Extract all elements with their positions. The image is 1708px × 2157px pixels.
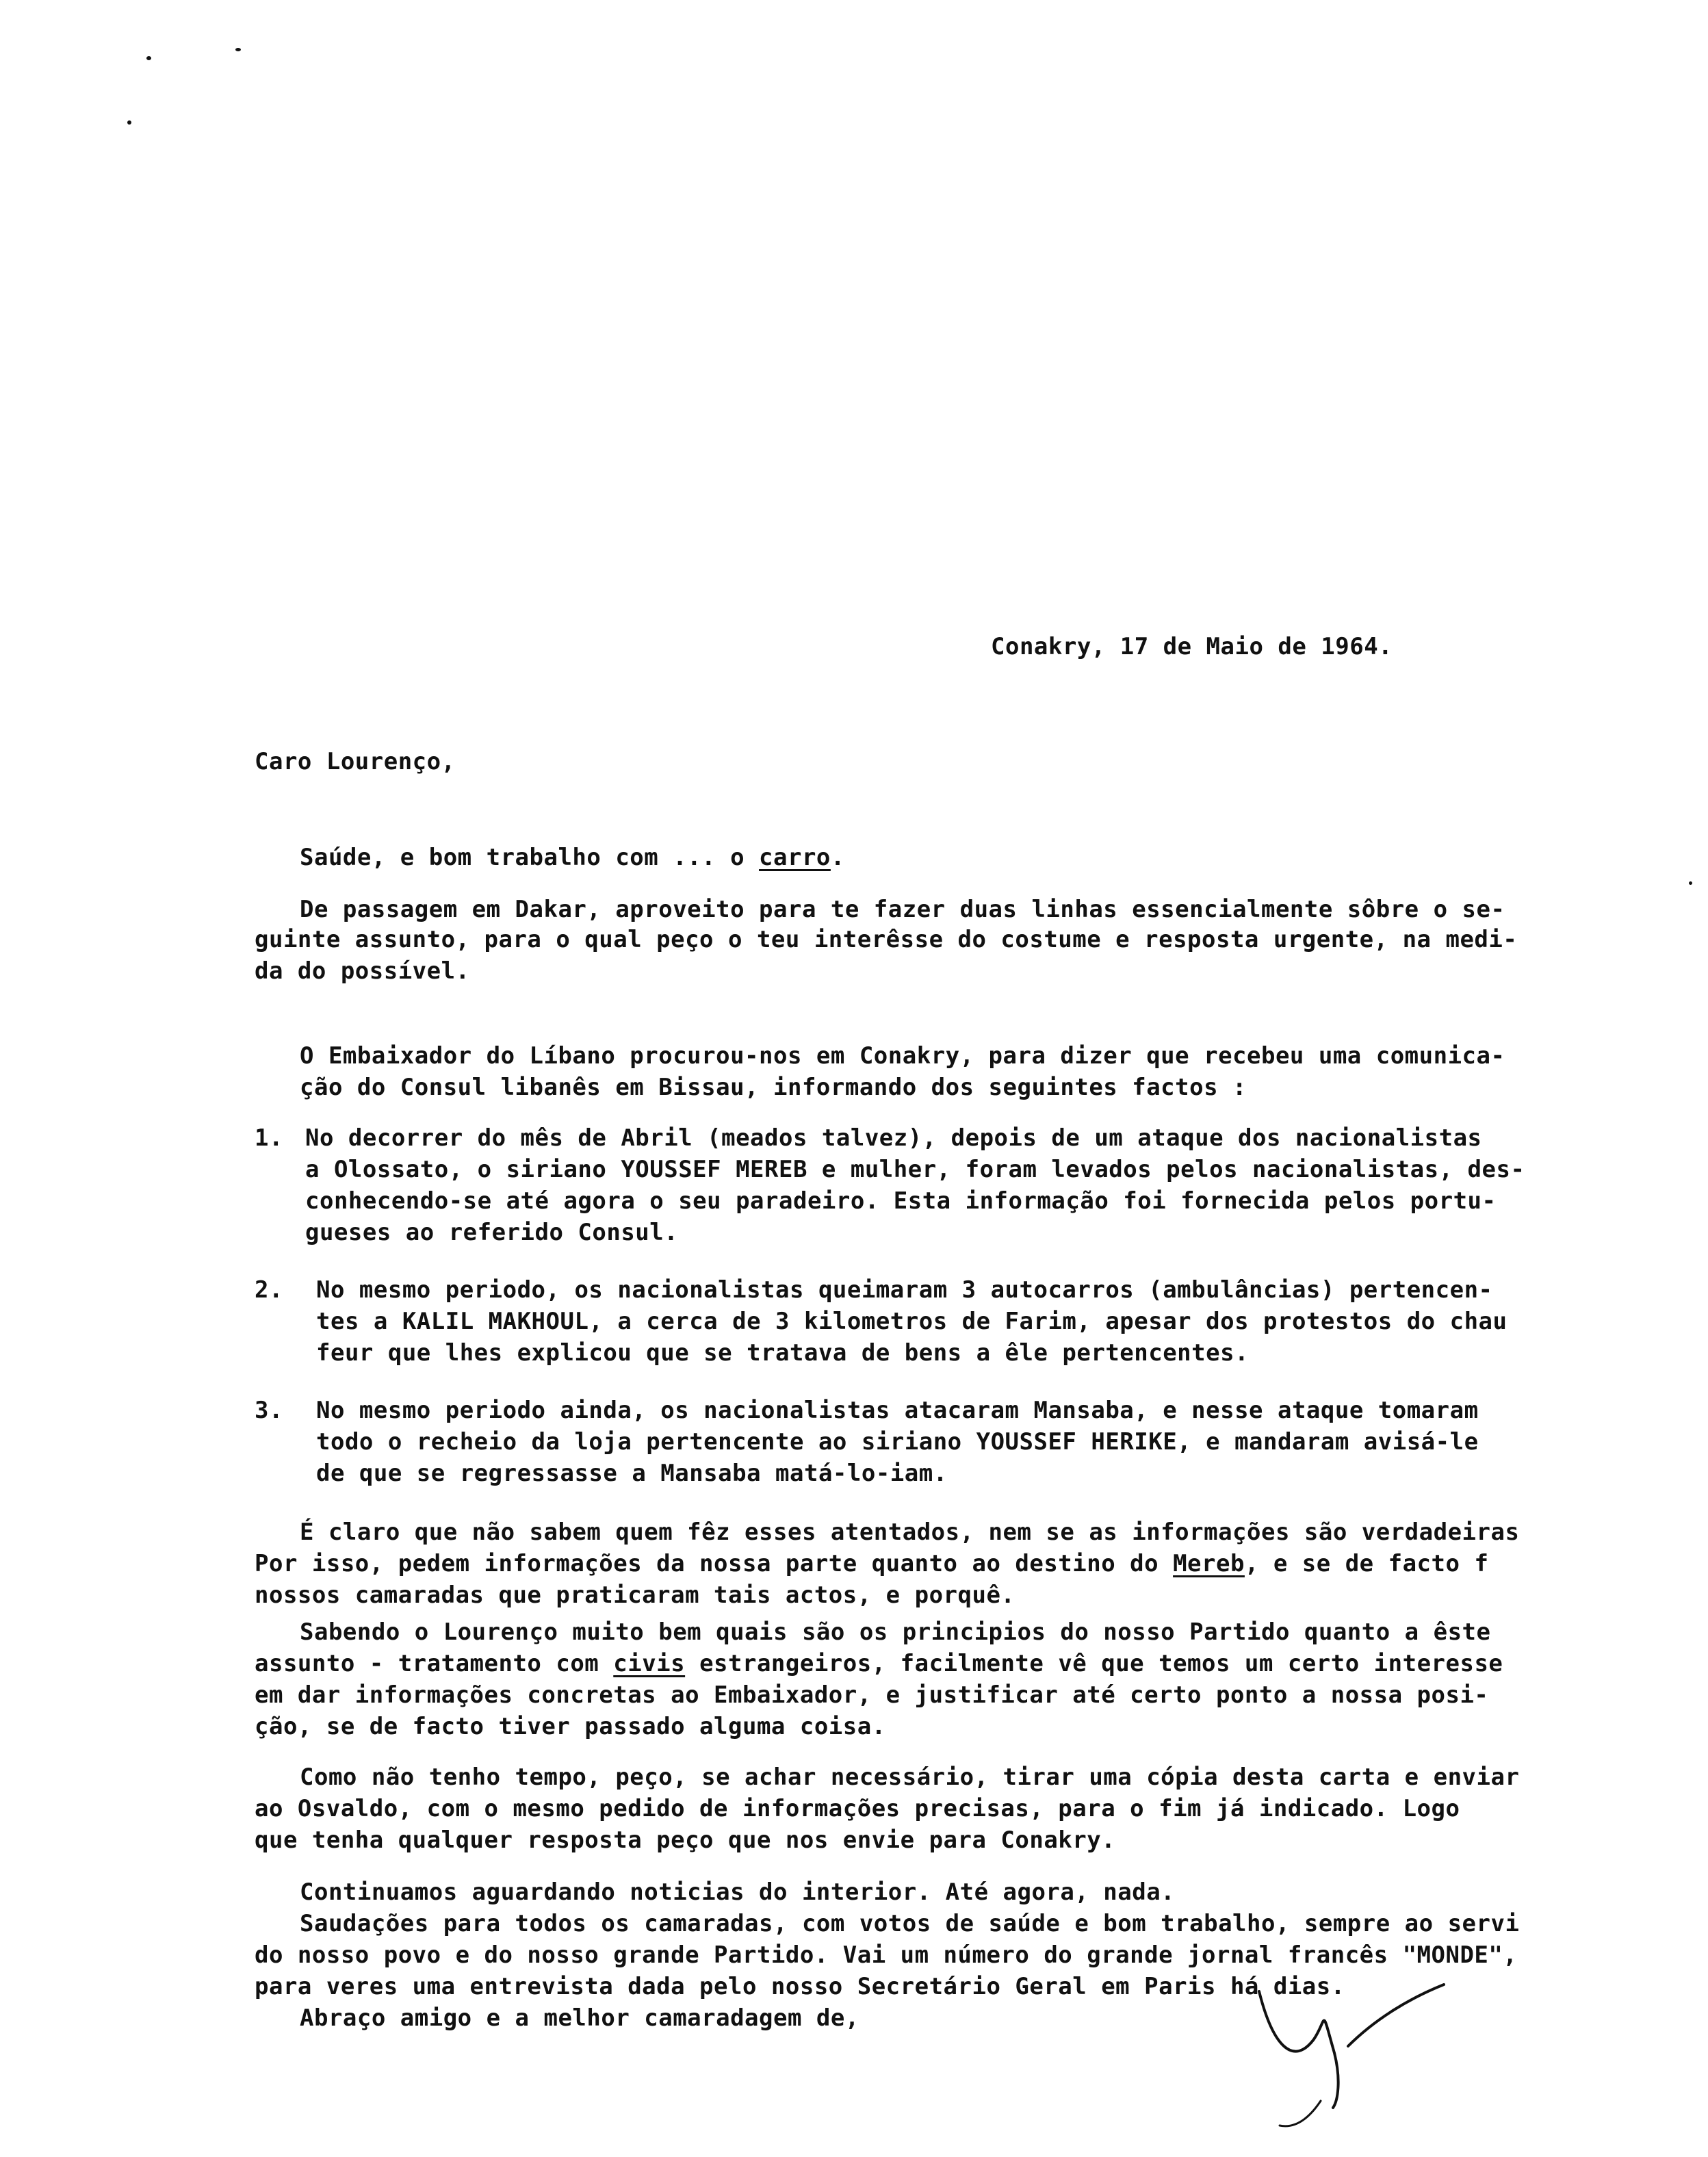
paragraph-7-line: do nosso povo e do nosso grande Partido. Vai um número do grande jornal francês "MONDE", xyxy=(255,1941,1518,1969)
greeting-text: Saúde, e bom trabalho com ... o xyxy=(300,844,760,871)
paragraph-5-line: ao Osvaldo, com o mesmo pedido de informações precisas, para o fim já indicado. Logo xyxy=(255,1795,1460,1822)
list-item-line: de que se regressasse a Mansaba matá-lo-iam. xyxy=(316,1460,948,1487)
list-item-number: 1. xyxy=(255,1124,283,1152)
underlined-word: civis xyxy=(613,1650,686,1677)
paragraph-3-line: É claro que não sabem quem fêz esses atentados, nem se as informações são verdadeiras xyxy=(300,1519,1520,1546)
list-item-line: No decorrer do mês de Abril (meados talvez), depois de um ataque dos nacionalistas xyxy=(305,1124,1482,1152)
paragraph-4-line: em dar informações concretas ao Embaixador, e justificar até certo ponto a nossa posi- xyxy=(255,1681,1489,1709)
greeting-end: . xyxy=(830,844,845,871)
paragraph-4-text: estrangeiros, facilmente vê que temos um certo interesse xyxy=(685,1650,1503,1677)
list-item-line: No mesmo periodo, os nacionalistas queimaram 3 autocarros (ambulâncias) pertencen- xyxy=(316,1276,1493,1304)
list-item-line: a Olossato, o siriano YOUSSEF MEREB e mulher, foram levados pelos nacionalistas, des- xyxy=(305,1156,1525,1183)
paragraph-3-text: Por isso, pedem informações da nossa parte quanto ao destino do xyxy=(255,1550,1174,1577)
letter-salutation: Caro Lourenço, xyxy=(255,748,456,775)
scan-speck xyxy=(146,56,151,60)
list-item-line: feur que lhes explicou que se tratava de bens a êle pertencentes. xyxy=(316,1339,1250,1367)
paragraph-2-line: ção do Consul libanês em Bissau, informando dos seguintes factos : xyxy=(300,1074,1247,1101)
handwritten-signature xyxy=(1218,1964,1464,2142)
paragraph-7-line: Saudações para todos os camaradas, com votos de saúde e bom trabalho, sempre ao servi xyxy=(300,1910,1520,1937)
scan-speck xyxy=(235,48,241,51)
list-item-line: gueses ao referido Consul. xyxy=(305,1219,679,1246)
list-item-number: 2. xyxy=(255,1276,283,1304)
paragraph-5-line: Como não tenho tempo, peço, se achar necessário, tirar uma cópia desta carta e enviar xyxy=(300,1764,1520,1791)
list-item-number: 3. xyxy=(255,1397,283,1424)
paragraph-1-line: De passagem em Dakar, aproveito para te fazer duas linhas essencialmente sôbre o se- xyxy=(300,896,1505,923)
signature-stroke xyxy=(1348,1985,1444,2046)
letter-closing: Abraço amigo e a melhor camaradagem de, xyxy=(300,2004,859,2032)
letter-date: Conakry, 17 de Maio de 1964. xyxy=(991,633,1393,660)
paragraph-3-text: , e se de facto f xyxy=(1244,1550,1489,1577)
list-item-line: conhecendo-se até agora o seu paradeiro. Esta informação foi fornecida pelos portu- xyxy=(305,1187,1497,1215)
paragraph-4-line: Sabendo o Lourenço muito bem quais são os principios do nosso Partido quanto a êste xyxy=(300,1618,1491,1646)
signature-stroke xyxy=(1280,2101,1321,2126)
signature-stroke xyxy=(1259,1991,1338,2108)
paragraph-5-line: que tenha qualquer resposta peço que nos envie para Conakry. xyxy=(255,1826,1116,1854)
scan-speck xyxy=(127,120,131,125)
paragraph-1-line: guinte assunto, para o qual peço o teu interêsse do costume e resposta urgente, na medi- xyxy=(255,926,1518,953)
paragraph-3-line: nossos camaradas que praticaram tais actos, e porquê. xyxy=(255,1581,1015,1609)
scan-speck xyxy=(1689,881,1692,885)
paragraph-6-line: Continuamos aguardando noticias do interior. Até agora, nada. xyxy=(300,1878,1176,1906)
paragraph-4-line: ção, se de facto tiver passado alguma coisa. xyxy=(255,1713,886,1740)
underlined-name: Mereb xyxy=(1173,1550,1245,1577)
paragraph-2-line: O Embaixador do Líbano procurou-nos em Conakry, para dizer que recebeu uma comunica- xyxy=(300,1042,1505,1070)
list-item-line: todo o recheio da loja pertencente ao siriano YOUSSEF HERIKE, e mandaram avisá-le xyxy=(316,1428,1479,1456)
paragraph-7-line: para veres uma entrevista dada pelo nosso Secretário Geral em Paris há dias. xyxy=(255,1973,1345,2000)
paragraph-1-line: da do possível. xyxy=(255,957,470,985)
list-item-line: tes a KALIL MAKHOUL, a cerca de 3 kilometros de Farim, apesar dos protestos do chau xyxy=(316,1308,1508,1335)
list-item-line: No mesmo periodo ainda, os nacionalistas atacaram Mansaba, e nesse ataque tomaram xyxy=(316,1397,1479,1424)
greeting-underlined: carro xyxy=(759,844,831,871)
greeting-line xyxy=(300,839,845,876)
paragraph-4-text: assunto - tratamento com xyxy=(255,1650,614,1677)
